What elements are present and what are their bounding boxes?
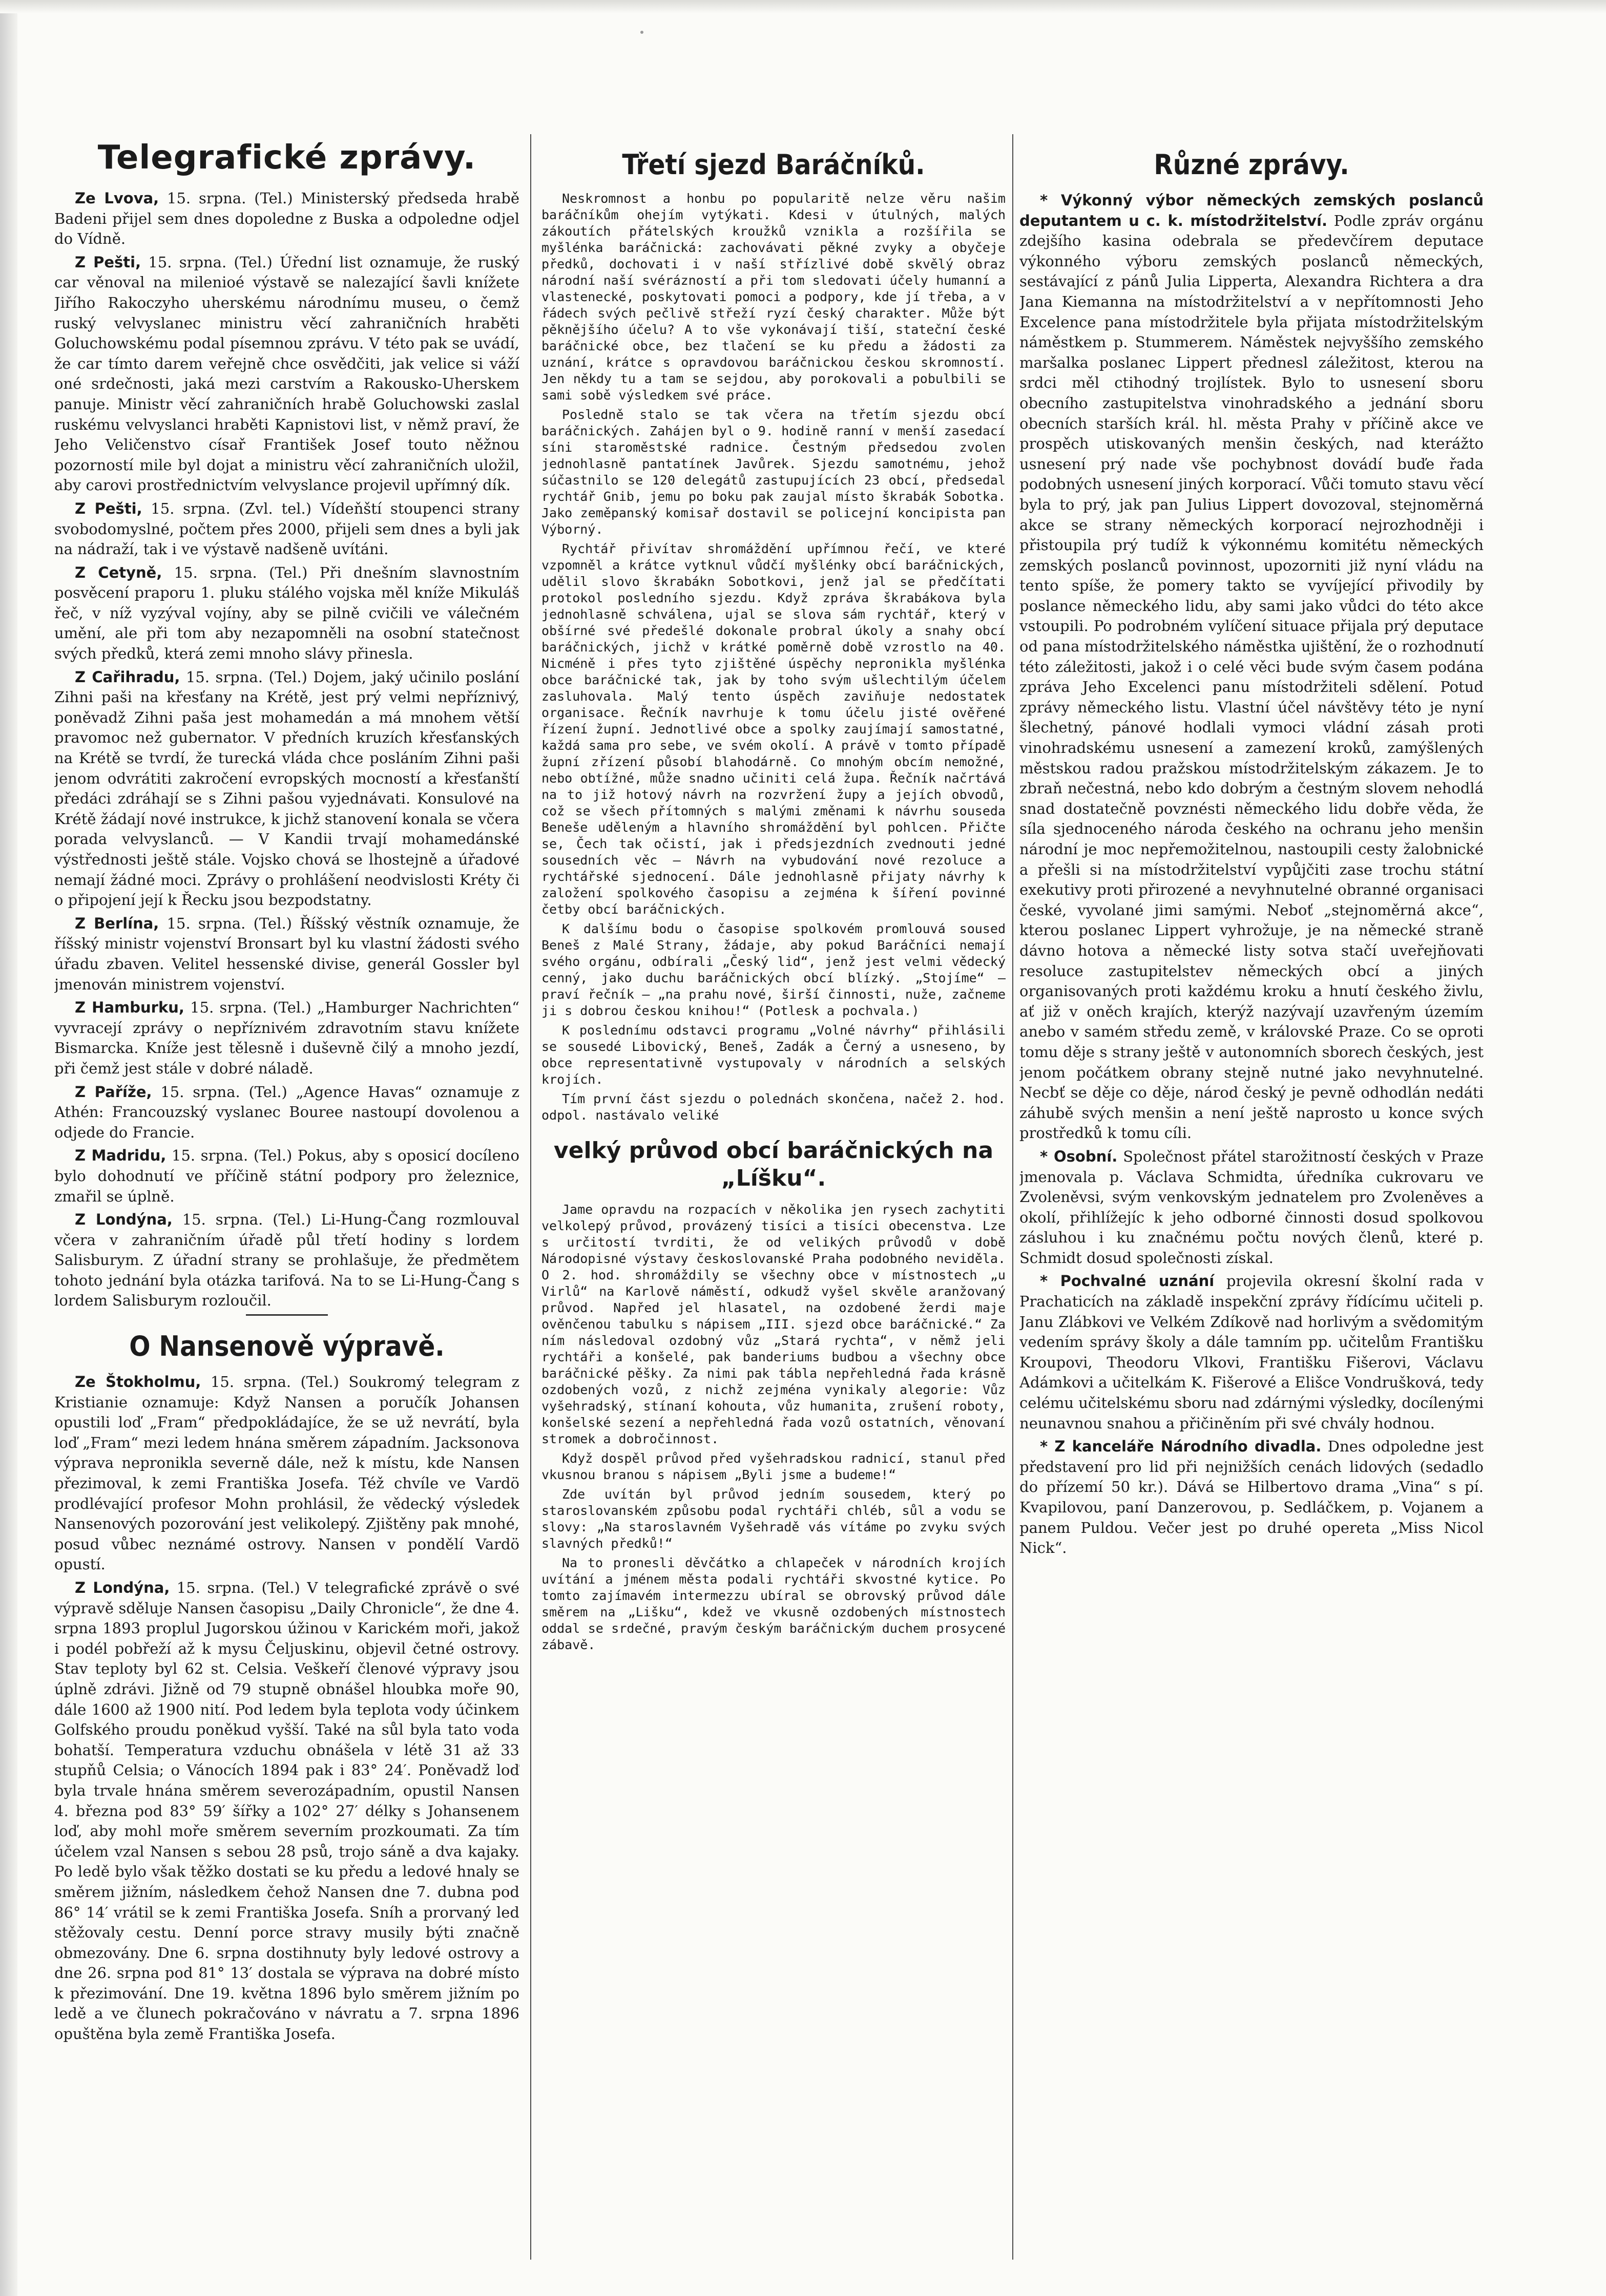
news-item bbox=[54, 1210, 519, 1311]
dateline: * Výkonný výbor německých zemských poslanců deputantem u c. k. místodržitelství. bbox=[1019, 192, 1484, 229]
dateline: * Osobní. bbox=[1040, 1147, 1118, 1165]
item-text: 15. srpna. (Tel.) „Agence Havas“ oznamuje z Athén: Francouzský vyslanec Bouree nastoupí dovolenou a odjede do Francie. bbox=[54, 1083, 519, 1141]
section-heading-ruzne: Různé zprávy. bbox=[1154, 149, 1349, 181]
sjezd-paragraphs-2 bbox=[541, 1202, 1006, 1653]
item-text: Podle zpráv orgánu zdejšího kasina odebrala se předevčírem deputace výkonného výboru zemských poslanců německých, sestávající z pánů Julia Lipperta, Alexandra Richtera a dra Jana Kiemanna na místodržitelství a v nepřítomnosti Jeho Excelence pana místodržitele byla přijata místodržitelským náměstkem p. Stummerem. Náměstek nejvyššího zemského maršalka poslanec Lippert přednesl záležitost, kterou na srdci měl ctihodný trojlístek. Bylo to usnesení sboru obecního zastupitelstva vinohradského a jednání sboru obecních starších král. hl. města Prahy v příčině akce ve prospěch utiskovaných menšin českých, nad kterážto usnesení prý nade vše pochybnost dovádí buďe řada podobných usnesení jiných korporací. Vůči tomuto stavu věcí byla to prý, jak pan Julius Lippert dovozoval, stejnoměrná akce se strany německých korporací nejrozhodněji i přistoupila prý tudíž k výkonnému komitétu německých zemských poslanců povinnost, upozorniti již nyní vládu na tento spíše, že pomery takto se vyvíjející přivodily by poslance německého lidu, aby sami jako vůdci do této akce vstoupili. Po podrobném vylíčení situace přijala prý deputace od pana místodržitelského náměstka ujištění, že o rozhodnutí této záležitosti, jakož i o celé věci bude svým časem podána zpráva Jeho Excelenci panu místodržiteli sdělení. Potud zprávy německého listu. Vlastní účel návštěvy této je nyní šlechetný, pánové hodlali vymoci vládní zásah proti vinohradskému usnesení a zamezení kroků, zamýšlených městskou radou pražskou místodržitelským zákazem. Je to zbraň nečestná, nebo kdo dobrým a čestným slovem nehodlá snad dostatečně povznésti německého lidu dobře věda, že síla sjednoceného národa českého na ochranu jeho menšin národní je moc nepřemožitelnou, nastoupili cesty žalobnické a přešli si na místodržitelství vypůjčiti zase trochu státní exekutivy proti přirozené a nevyhnutelné obranné organisaci české, vyvolané jimi samými. Neboť „stejnoměrná akce“, kterou poslanec Lippert vyhrožuje, je na německé straně dávno hotova a německé listy sotva stačí uveřejňovati resoluce zastupitelstev německých obcí a jiných organisovaných proti každému kroku a hnutí českého živlu, ať již v oněch krajích, kterýž nazývají uzavřeným územím anebo v samém středu země, v královské Praze. Co se oproti tomu děje s strany ještě v autonomních sborech českých, jest jenom počátkem obrany stejně nutné jako nevyhnutelné. Necbť se děje co děje, národ český je pevně odhodlán nedáti záhubě svých menšin a není ještě naprosto u konce svých prostředků k tomu cíli. bbox=[1019, 212, 1484, 1142]
section-heading-nansen: O Nansenově výpravě. bbox=[129, 1330, 445, 1363]
news-item bbox=[1019, 1271, 1484, 1434]
news-item bbox=[1019, 1437, 1484, 1558]
news-item bbox=[1019, 1147, 1484, 1269]
news-item bbox=[54, 998, 519, 1079]
dateline: Z Madridu, bbox=[75, 1147, 166, 1165]
scan-speck bbox=[640, 31, 643, 34]
news-item bbox=[54, 667, 519, 911]
dateline: Z Pešti, bbox=[75, 253, 141, 271]
item-text: 15. srpna. (Tel.) Ministerský předseda hrabě Badeni přijel sem dnes dopoledne z Buska a odpoledne odjel do Vídně. bbox=[54, 189, 519, 248]
article-paragraph: Posledně stalo se tak včera na třetím sjezdu obcí baráčnických. Zahájen byl o 9. hodině ranní v menší zasedací síni staroměstské radnice. Čestným předsedou zvolen jednohlasně pantatínek Javůrek. Sjezdu samotnému, jehož súčastnilo se 120 delegátů zastupujících 23 obcí, předsedal rychtář Gnib, jemu po boku pak zaujal místo škrabák Sobotka. Jako zeměpanský komisař dostavil se policejní koncipista pan Výborný. bbox=[541, 407, 1006, 537]
dateline: Z Londýna, bbox=[75, 1211, 173, 1229]
news-item bbox=[54, 914, 519, 995]
news-item bbox=[54, 499, 519, 560]
article-paragraph: Rychtář přivítav shromáždění upřímnou řečí, ve které vzpomněl a krátce vytknul vůdčí myšlénky obcí baráčnických, udělil slovo škrabákn Sobotkovi, jenž jal se předčítati protokol posledního sjezdu. Když zpráva škrabákova byla jednohlasně schválena, ujal se slova sám rychtář, který v obšírné své předešlé dokonale probral úkoly a snahy obcí baráčnických, jichž v krátké poměrně době vzrostlo na 40. Nicméně i přes tyto zjištěné úspěchy nepronikla myšlénka obce baráčnické tak, jak by toho svým ušlechtilým účelem zasluhovala. Malý tento úspěch zaviňuje nedostatek organisace. Řečník navrhuje k tomu účelu jisté ověřené řízení župní. Jednotlivé obce a spolky zaujímají samostatné, každá sama pro sebe, ve svém okolí. A právě v tomto případě župní zřízení působí blahodárně. Co mnohým obcím nemožné, nebo obtížné, může snadno učiniti celá župa. Řečník načrtává na to již hotový návrh na rozvržení župy a jejích obvodů, což se všech přítomných s malými změnami k návrhu souseda Beneše uděleným a hlavního shromáždění byl pohlcen. Přičte se, Čech tak očistí, jak i předsjezdních zvednouti jedné sousedních věc — Návrh na vybudování nové rezoluce a rychtářské sjednocení. Dále jednohlasně přijaty návrhy k založení spolkového časopisu a zejména k šíření povinné četby obcí baráčnických. bbox=[541, 541, 1006, 917]
news-item bbox=[54, 252, 519, 496]
item-text: Dnes odpoledne jest představení pro lid při nejnižších cenách lidových (sedadlo do přízemí 50 kr.). Dává se Hilbertovo drama „Vina“ s pí. Kvapilovou, paní Danzerovou, p. Sedláčkem, p. Vojanem a panem Puldou. Večer jest po druhé opereta „Miss Nicol Nick“. bbox=[1019, 1438, 1484, 1557]
sjezd-subheading: velký průvod obcí baráčnických na „Líšku“. bbox=[553, 1138, 994, 1191]
article-paragraph: K poslednímu odstavci programu „Volné návrhy“ přihlásili se sousedé Libovický, Beneš, Zadák a Černý a usneseno, by obce representativně vystupovaly v národních a selských krojích. bbox=[541, 1023, 1006, 1087]
column-rule bbox=[530, 134, 531, 2260]
dateline: Z Paříže, bbox=[75, 1083, 152, 1101]
item-text: 15. srpna. (Tel.) Úřední list oznamuje, že ruský car věnoval na milenioé výstavě se nalezající šavli knížete Jiřího Rakoczyho uherskému národnímu museu, o čemž ruský velvyslanec ministru věcí zahraničních hraběti Goluchowskému podal písemnou zprávu. V této pak se uvádí, že car tímto darem veřejně chce osvědčiti, jak velice si váží oné srdečnosti, jaká mezi carstvím a Rakousko-Uherskem panuje. Ministr věcí zahraničních hrabě Goluchowski zaslal ruskému velvyslanci hraběti Kapnistovi list, v němž praví, že Jeho Veličenstvo císař František Josef touto něžnou pozorností mile byl dojat a ministru věcí zahraničních uložil, aby carovi prostřednictvím velvyslance projevil upřímný dík. bbox=[54, 253, 519, 494]
article-paragraph: Neskromnost a honbu po popularitě nelze věru našim baráčníkům ohejím vytýkati. Kdesi v útulných, malých zákoutích přátelských kroužků vznikla a rozšířila se myšlénka baráčnická: zachovávati pěkné zvyky a obyčeje předků, dochovati i v naší střízlivé době skvělý obraz národní naší svérázností a při tom sledovati účely humanní a vlastenecké, poskytovati pomoci a podpory, kde jí třeba, a v řádech svých pečlivě střeží ryzí český charakter. Může být pěknějšího účelu? A to vše vykonávají tiší, stateční české baráčnické obce, bez tlačení se ku předu a žádosti za uznání, krátce s opravdovou baráčnickou českou skromností. Jen někdy tu a tam se sejdou, aby porokovali a pobulbili se sami sobě výsledkem své práce. bbox=[541, 191, 1006, 403]
item-text: 15. srpna. (Tel.) Dojem, jaký učinilo poslání Zihni paši na křesťany na Krétě, jest prý velmi nepříznivý, poněvadž Zihni paša jest mohamedán a má mnohem větší pravomoc než gubernator. V předních kruzích křesťanských na Krétě se tvrdí, že turecká vláda chce posláním Zihni paši jenom odvrátiti zakročení evropských mocností a křesťanští předáci zdráhají se s Zihni pašou vyjednávati. Konsulové na Krétě žádají nové instrukce, k jichž stanovení konala se včera porada velvyslanců. — V Kandii trvají mohamedánské výstřednosti ještě stále. Vojsko chová se lhostejně a úřadové nemají žádné moci. Zprávy o prohlášení neodvislosti Kréty či o připojení její k Řecku jsou bezpodstatny. bbox=[54, 668, 519, 909]
news-item bbox=[54, 1578, 519, 2045]
dateline: Z Berlína, bbox=[75, 914, 159, 932]
dateline: Z Londýna, bbox=[75, 1579, 170, 1596]
article-paragraph: K dalšímu bodu o časopise spolkovém promlouvá soused Beneš z Malé Strany, žádaje, aby pokud Baráčníci nemají svého orgánu, odbírali „Český lid“, jenž jest velmi vědecký cenný, jako duchu baráčnických obcí blízký. „Stojíme“ — praví řečník — „na prahu nové, širší činnosti, nuže, začneme ji s dobrou českou knihou!“ (Potlesk a pochvala.) bbox=[541, 921, 1006, 1018]
sjezd-paragraphs bbox=[541, 191, 1006, 1124]
dateline: Z Pešti, bbox=[75, 499, 142, 517]
column-3 bbox=[1019, 134, 1484, 2257]
item-text: 15. srpna. (Tel.) „Hamburger Nachrichten“ vyvracejí zprávy o nepříznivém zdravotním stavu knížete Bismarcka. Kníže jest tělesně i duševně čilý a mnoho jezdí, při čemž jest stále v dobré náladě. bbox=[54, 999, 519, 1077]
item-text: 15. srpna. (Tel.) V telegrafické zprávě o své výpravě sděluje Nansen časopisu „Daily Chronicle“, že dne 4. srpna 1893 proplul Jugorskou úžinou v Karickém moři, jakož i podél pobřeží až k mysu Čeljuskinu, objevil četné ostrovy. Stav teploty byl 62 st. Celsia. Veškeří členové výpravy jsou úplně zdrávi. Jižně od 79 stupně obnášel hloubka moře 90, dále 1600 až 1900 nití. Pod ledem byla teplota vody účinkem Golfského proudu poněkud vyšší. Také na sůl byla tato voda bohatší. Temperatura vzduchu obnášela v létě 31 až 33 stupňů Celsia; o Vánocích 1894 pak i 83° 24′. Poněvadž loď byla trvale hnána směrem severozápadním, opustil Nansen 4. března pod 83° 59′ šířky a 102° 27′ délky s Johansenem loď, aby mohl moře směrem severním prozkoumati. Za tím účelem vzal Nansen s sebou 28 psů, trojo sáně a dva kajaky. Po ledě bylo však těžko dostati se ku předu a ledové hnaly se směrem jižním, následkem čehož Nansen dne 7. dubna pod 86° 14′ vrátil se k zemi Františka Josefa. Sníh a prorvaný led stěžovaly cestu. Denní porce stravy musily býti značně obmezovány. Dne 6. srpna dostihnuty byly ledové ostrovy a dne 26. srpna pod 81° 13′ dostala se výprava na dobré místo k přezimování. Dne 19. května 1896 bylo směrem jižním po ledě a ve člunech pokračováno v návratu a 7. srpna 1896 opuštěna byla země Františka Josefa. bbox=[54, 1579, 519, 2043]
item-text: projevila okresní školní rada v Prachaticích na základě inspekční zprávy řídícímu učiteli p. Janu Zlábkovi ve Velkém Zdíkově nad horlivým a svědomitým vedením správy školy a dále tamním pp. učitelům Františku Kroupovi, Theodoru Vlkovi, Františku Fišerovi, Václavu Adámkovi a učitelkám K. Fišerové a Elišce Vondrušková, tedy celému učitelskému sboru nad zdárnými výsledky, docílenými neunavnou snahou a přičiněním při své chvály hodnou. bbox=[1019, 1272, 1484, 1432]
dateline: * Pochvalné uznání bbox=[1040, 1272, 1215, 1290]
item-text: 15. srpna. (Tel.) Pokus, aby s oposicí docíleno bylo dohodnutí ve příčině státní podpory pro železnice, zmařil se úplně. bbox=[54, 1147, 519, 1205]
item-text: 15. srpna. (Tel.) Při dnešním slavnostním posvěcení praporu 1. pluku stálého vojska měl kníže Mikuláš řeč, v níž vyzýval vojíny, aby se pilně cvičili ve válečném umění, ale při tom aby nezapomněli na osobní statečnost svých předků, která zemi mnoho slávy přinesla. bbox=[54, 563, 519, 663]
nansen-items bbox=[54, 1372, 519, 2045]
item-text: 15. srpna. (Zvl. tel.) Vídeňští stoupenci strany svobodomyslné, počtem přes 2000, přijeli sem dnes a byli jak na nádraží, tak i ve výstavě nadšeně uvítáni. bbox=[54, 499, 519, 558]
news-item bbox=[1019, 191, 1484, 1144]
item-text: Společnost přátel starožitností českých v Praze jmenovala p. Václava Schmidta, úředníka cukrovaru ve Zvoleněvsi, svým venkovským jednatelem pro Zvoleněves a okolí, přihlížejíc k jeho odborné činnosti dosud spolkovou zásluhou i ku značnému počtu nových členů, které p. Schmidt dosud společnosti získal. bbox=[1019, 1147, 1484, 1267]
article-paragraph: Tím první část sjezdu o polednách skončena, načež 2. hod. odpol. nastávalo veliké bbox=[541, 1091, 1006, 1123]
article-paragraph: Na to pronesli děvčátko a chlapeček v národních krojích uvítání a jménem města podali rychtáři skvostné kytice. Po tomto zajímavém intermezzu ubíral se obrovský průvod dále směrem na „Lišku“, kdež ve vkusně ozdobených místnostech oddal se srdečné, pravým českým baráčnickým duchem prosycené zábavě. bbox=[541, 1555, 1006, 1652]
article-paragraph: Zde uvítán byl průvod jedním sousedem, který po staroslovanském způsobu podal rychtáři chléb, sůl a vodu se slovy: „Na staroslavném Vyšehradě vás vítáme po zvyku svých slavných předků!“ bbox=[541, 1487, 1006, 1551]
article-paragraph: Když dospěl průvod před vyšehradskou radnicí, stanul před vkusnou branou s nápisem „Byli jsme a budeme!“ bbox=[541, 1451, 1006, 1482]
news-item bbox=[54, 1372, 519, 1575]
column-2 bbox=[541, 134, 1006, 2257]
news-item bbox=[54, 1146, 519, 1207]
dateline: Z Cařihradu, bbox=[75, 668, 180, 686]
article-paragraph: Jame opravdu na rozpacích v několika jen rysech zachytiti velkolepý průvod, provázený tisíci a tisíci obecenstva. Lze s určitostí tvrditi, že od velikých průvodů v době Národopisné výstavy českoslovanské Praha podobného neviděla. O 2. hod. shromáždily se všechny obce v místnostech „u Virlů“ na Karlově náměstí, odkudž vyšel skvěle aranžovaný průvod. Napřed jel hlasatel, na ozdobené žerdi maje ověnčenou tabulku s nápisem „III. sjezd obce baráčnické.“ Za ním následoval ozdobný vůz „Stará rychta“, v němž jeli rychtáři a konšelé, pak banderiums budbou a všechny obce baráčnické pěšky. Za nimi pak tábla nepřehledná řada krásně ozdobených vozů, z nichž zejména vynikaly alegorie: Vůz vyšehradský, stínaní kohouta, vůz humanita, zrušení roboty, konšelské sezení a nepřehledná řada vozů ostatních, věnovaní stromek a dobročinnost. bbox=[541, 1202, 1006, 1446]
scan-edge bbox=[0, 0, 17, 2296]
news-item bbox=[54, 188, 519, 249]
column-1 bbox=[54, 134, 519, 2257]
section-heading-telegrafy: Telegrafické zprávy. bbox=[97, 139, 476, 177]
dateline: Z Cetyně, bbox=[75, 563, 162, 581]
news-item bbox=[54, 563, 519, 664]
item-text: 15. srpna. (Tel.) Říšský věstník oznamuje, že říšský ministr vojenství Bronsart byl ku vlastní žádosti svého úřadu zbaven. Velitel hessenské divise, generál Gossler byl jmenován ministrem vojenství. bbox=[54, 914, 519, 993]
telegraf-items bbox=[54, 188, 519, 1311]
item-text: 15. srpna. (Tel.) Li-Hung-Čang rozmlouval včera v zahraničním úřadě půl třetí hodiny s lordem Salisburym. Z úřadní strany se prohlašuje, že předmětem tohoto jednání byla otázka tarifová. Na to se Li-Hung-Čang s lordem Salisburym rozloučil. bbox=[54, 1211, 519, 1310]
dateline: Z Hamburku, bbox=[75, 999, 184, 1017]
column-rule bbox=[1012, 134, 1013, 2260]
scan-edge-top bbox=[0, 0, 1606, 13]
news-item bbox=[54, 1082, 519, 1143]
dateline: Ze Lvova, bbox=[75, 189, 159, 207]
dateline: * Z kanceláře Národního divadla. bbox=[1040, 1438, 1322, 1456]
item-text: 15. srpna. (Tel.) Soukromý telegram z Kristianie oznamuje: Když Nansen a poručík Johansen opustili loď „Fram“ předpokládajíce, že se už nevrátí, byla loď „Fram“ mezi ledem hnána směrem západním. Jacksonova výprava nepronikla severně dále, než k místu, kde Nansen přezimoval, k zemi Františka Josefa. Též chvíle ve Vardö prodlévající profesor Mohn prohlásil, že vědecký výsledek Nansenových pozorování jest velikolepý. Zjištěny pak mnohé, posud vůbec neznámé ostrovy. Nansen v pondělí Vardö opustí. bbox=[54, 1373, 519, 1573]
dateline: Ze Štokholmu, bbox=[75, 1373, 201, 1391]
section-divider bbox=[246, 1314, 328, 1316]
section-heading-sjezd: Třetí sjezd Baráčníků. bbox=[622, 149, 925, 181]
ruzne-items bbox=[1019, 191, 1484, 1558]
